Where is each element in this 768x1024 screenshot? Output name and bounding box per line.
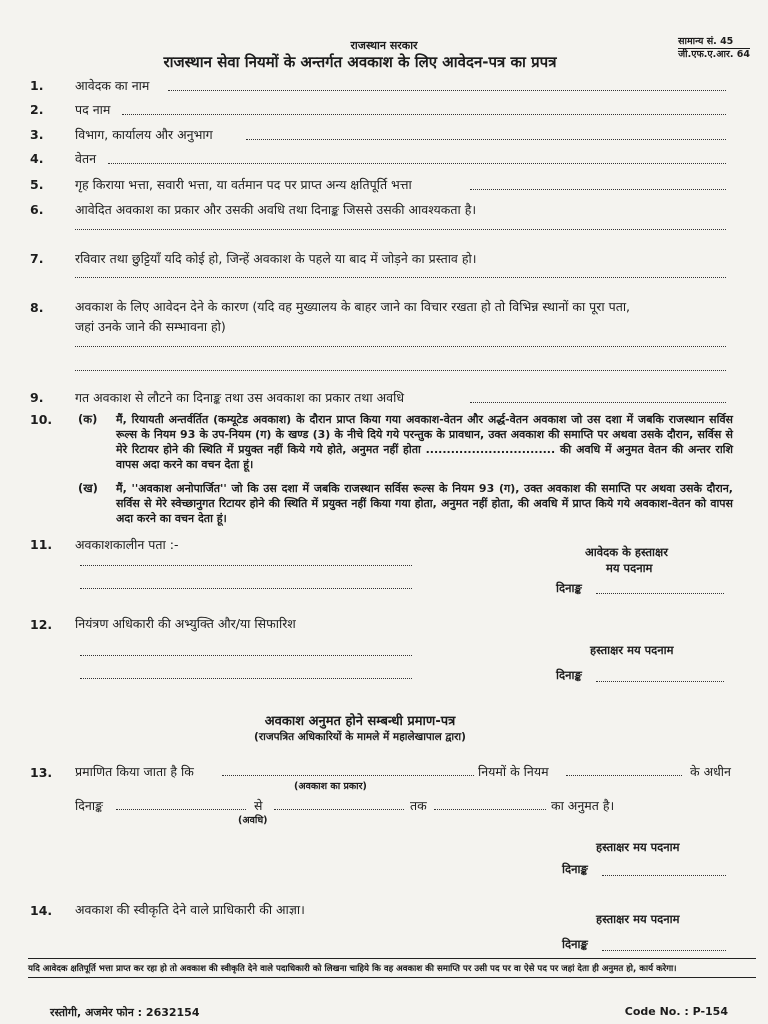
item-number: 14.	[30, 903, 53, 918]
leave-type-label: आवेदित अवकाश का प्रकार और उसकी अवधि तथा दिनाङ्क जिससे उसकी आवश्यकता है।	[75, 202, 477, 217]
last-leave-field[interactable]	[470, 402, 726, 403]
officer-signature-label: हस्ताक्षर मय पदनाम	[590, 643, 674, 657]
certify-label: प्रमाणित किया जाता है कि	[75, 764, 194, 779]
to-text: तक	[410, 798, 427, 813]
under-text: के अधीन	[690, 764, 731, 779]
controlling-officer-label: नियंत्रण अधिकारी की अभ्युक्ति और/या सिफारिश	[75, 616, 296, 631]
form-number: सामान्य सं. 45	[678, 36, 750, 49]
item-number: 4.	[30, 151, 44, 166]
footer-divider	[28, 977, 756, 978]
certificate-subtitle: (राजपत्रित अधिकारियों के मामले में महालेखापाल द्वारा)	[254, 731, 466, 743]
holidays-label: रविवार तथा छुट्टियाँ यदि कोई हो, जिन्हें अवकाश के पहले या बाद में जोड़ने का प्रस्ताव हो।	[75, 251, 477, 266]
item-number: 2.	[30, 102, 44, 117]
clause-a-mark: (क)	[78, 412, 98, 426]
leave-address-field-2[interactable]	[80, 588, 412, 589]
allowance-label: गृह किराया भत्ता, सवारी भत्ता, या वर्तमान पद पर प्राप्त अन्य क्षतिपूर्ति भत्ता	[75, 177, 412, 192]
period-hint: (अवधि)	[238, 815, 268, 826]
code-number: Code No. : P-154	[624, 1005, 728, 1018]
allowance-field[interactable]	[470, 189, 726, 190]
item-number: 5.	[30, 177, 44, 192]
certify-leave-type-field[interactable]	[222, 775, 474, 776]
applicant-name-label: आवेदक का नाम	[75, 78, 150, 93]
controlling-remark-field-2[interactable]	[80, 678, 412, 679]
clause-a-text: मैं, रियायती अन्तर्वर्तित (कम्यूटेड अवकाश) के दौरान प्राप्त किया गया अवकाश-वेतन और अर्द्ध-वेतन अवकाश जो उस दशा में जबकि राजस्थान सर्विस रूल्स के नियम 93 के उप-नियम (ग) के खण्ड (3) के नीचे दिये गये परन्तुक के प्रावधान, उक्त अवकाश की समाप्ति पर अथवा उसके दौरान, सर्विस से मेरे रिटायर होने की स्थिति में प्रयुक्त नहीं किये गये होते, अनुमत नहीं होता ............................... की अवधि में अनुमत वेतन की अन्तर राशि वापस अदा करने का वचन देता हूं।	[116, 413, 733, 471]
footer-note: यदि आवेदक क्षतिपूर्ति भत्ता प्राप्त कर रहा हो तो अवकाश की स्वीकृति देने वाले पदाधिकारी को लिखना चाहिये कि वह अवकाश की समाप्ति पर उसी पद पर वा ऐसे पद पर जहां देता ही अनुमत हो, कार्य करेगा।	[28, 964, 677, 974]
holidays-field[interactable]	[75, 277, 726, 278]
officer-date-field[interactable]	[596, 681, 724, 682]
leave-reason-field-1[interactable]	[75, 346, 726, 347]
rules-text: नियमों के नियम	[478, 764, 549, 779]
applicant-signature-label: आवेदक के हस्ताक्षर	[585, 545, 668, 559]
officer-date-label: दिनाङ्क	[556, 668, 582, 682]
printer-info: रस्तोगी, अजमेर फोन : 2632154	[50, 1006, 200, 1019]
department-label: विभाग, कार्यालय और अनुभाग	[75, 127, 213, 142]
item-number: 3.	[30, 127, 44, 142]
form-title: राजस्थान सेवा नियमों के अन्तर्गत अवकाश के लिए आवेदन-पत्र का प्रपत्र	[163, 53, 557, 71]
authority-date-label: दिनाङ्क	[562, 937, 588, 951]
leave-reason-label-cont: जहां उनके जाने की सम्भावना हो)	[75, 319, 226, 334]
department-field[interactable]	[246, 139, 726, 140]
designation-note: मय पदनाम	[606, 561, 653, 575]
last-leave-label: गत अवकाश से लौटने का दिनाङ्क तथा उस अवकाश का प्रकार तथा अवधि	[75, 390, 405, 405]
certificate-title: अवकाश अनुमत होने सम्बन्धी प्रमाण-पत्र	[264, 714, 456, 729]
certifier-date-label: दिनाङ्क	[562, 862, 588, 876]
footer-divider	[28, 958, 756, 959]
form-reference: जी.एफ.ए.आर. 64	[678, 49, 750, 60]
item-number: 9.	[30, 390, 44, 405]
applicant-date-label: दिनाङ्क	[556, 581, 582, 595]
clause-b-mark: (ख)	[78, 481, 98, 495]
item-number: 1.	[30, 78, 44, 93]
salary-label: वेतन	[75, 151, 97, 166]
period-field[interactable]	[434, 809, 546, 810]
item-number: 11.	[30, 537, 53, 552]
clause-b-text: मैं, ''अवकाश अनोपार्जित'' जो कि उस दशा में जबकि राजस्थान सर्विस रूल्स के नियम 93 (ग), उक्त अवकाश की समाप्ति पर अथवा उसके दौरान, सर्विस से मेरे स्वेच्छानुगत रिटायर होने की स्थिति में प्रयुक्त नहीं किया गया होता, अनुमत नहीं होता, की अवधि में प्राप्त किये गये अवकाश-वेतन को वापस अदा करने का वचन देता हूं।	[116, 482, 733, 525]
designation-label: पद नाम	[75, 102, 111, 117]
certify-date-label: दिनाङ्क	[75, 798, 103, 813]
authority-date-field[interactable]	[602, 950, 726, 951]
org-name: राजस्थान सरकार	[350, 39, 418, 52]
from-date-field[interactable]	[116, 809, 246, 810]
item-number: 13.	[30, 765, 53, 780]
sanction-order-label: अवकाश की स्वीकृति देने वाले प्राधिकारी की आज्ञा।	[75, 902, 305, 917]
granted-text: का अनुमत है।	[551, 798, 615, 813]
to-date-field[interactable]	[274, 809, 404, 810]
item-number: 10.	[30, 412, 53, 427]
applicant-name-field[interactable]	[168, 90, 726, 91]
from-text: से	[254, 798, 263, 813]
rule-number-field[interactable]	[566, 775, 682, 776]
salary-field[interactable]	[108, 163, 726, 164]
leave-reason-field-2[interactable]	[75, 370, 726, 371]
certifier-signature-label: हस्ताक्षर मय पदनाम	[596, 840, 680, 854]
leave-type-hint: (अवकाश का प्रकार)	[294, 781, 367, 792]
leave-reason-label: अवकाश के लिए आवेदन देने के कारण (यदि वह मुख्यालय के बाहर जाने का विचार रखता हो तो विभिन्न स्थानों का पूरा पता,	[75, 299, 631, 314]
item-number: 8.	[30, 300, 44, 315]
leave-address-field-1[interactable]	[80, 565, 412, 566]
item-number: 7.	[30, 251, 44, 266]
leave-type-field[interactable]	[75, 229, 726, 230]
leave-address-label: अवकाशकालीन पता :-	[75, 537, 179, 552]
applicant-date-field[interactable]	[596, 593, 724, 594]
designation-field[interactable]	[122, 114, 726, 115]
certifier-date-field[interactable]	[602, 875, 726, 876]
authority-signature-label: हस्ताक्षर मय पदनाम	[596, 912, 680, 926]
item-number: 12.	[30, 617, 53, 632]
item-number: 6.	[30, 202, 44, 217]
controlling-remark-field-1[interactable]	[80, 655, 412, 656]
